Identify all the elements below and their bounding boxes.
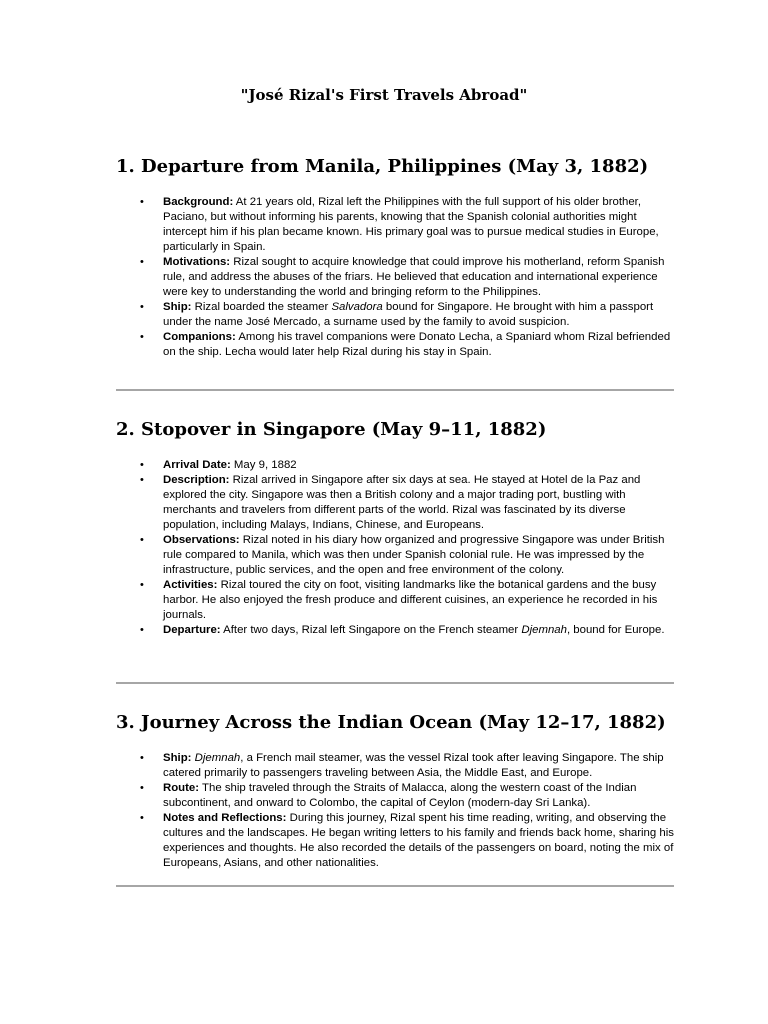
list-item: • Departure: After two days, Rizal left Singapore on the French steamer Djemnah, bound for Europe.	[116, 623, 674, 638]
section-stopover-singapore	[116, 418, 674, 638]
list-item: • Motivations: Rizal sought to acquire knowledge that could improve his motherland, reform Spanish rule, and address the abuses of the friars. He believed that education and international experience were key to understanding the world and bringing reform to the Philippines.	[116, 255, 674, 300]
section-indian-ocean	[116, 711, 674, 871]
list-item: • Notes and Reflections: During this journey, Rizal spent his time reading, writing, and observing the cultures and the landscapes. He began writing letters to his family and friends back home, sharing his experiences and thoughts. He also recorded the details of the passengers on board, noting the mix of Europeans, Asians, and other nationalities.	[116, 811, 674, 871]
section-departure-manila	[116, 155, 674, 360]
section-divider	[116, 389, 674, 391]
section-heading: 2. Stopover in Singapore (May 9–11, 1882)	[116, 419, 547, 440]
section-heading: 3. Journey Across the Indian Ocean (May 12–17, 1882)	[116, 712, 666, 733]
bullet-list	[116, 195, 674, 360]
section-divider	[116, 682, 674, 684]
list-item: • Observations: Rizal noted in his diary how organized and progressive Singapore was under British rule compared to Manila, which was then under Spanish colonial rule. He was impressed by the infrastructure, public services, and the open and free environment of the colony.	[116, 533, 674, 578]
list-item: • Ship: Rizal boarded the steamer Salvadora bound for Singapore. He brought with him a passport under the name José Mercado, a surname used by the family to avoid suspicion.	[116, 300, 674, 330]
section-heading: 1. Departure from Manila, Philippines (May 3, 1882)	[116, 156, 649, 177]
list-item: • Background: At 21 years old, Rizal left the Philippines with the full support of his older brother, Paciano, but without informing his parents, knowing that the Spanish colonial authorities might intercept him if his plan became known. His primary goal was to pursue medical studies in Europe, particularly in Spain.	[116, 195, 674, 255]
bullet-list	[116, 751, 674, 871]
bullet-list	[116, 458, 674, 638]
list-item: • Activities: Rizal toured the city on foot, visiting landmarks like the botanical gardens and the busy harbor. He also enjoyed the fresh produce and different cuisines, an experience he recorded in his journals.	[116, 578, 674, 623]
list-item: • Route: The ship traveled through the Straits of Malacca, along the western coast of the Indian subcontinent, and onward to Colombo, the capital of Ceylon (modern-day Sri Lanka).	[116, 781, 674, 811]
section-divider	[116, 885, 674, 887]
list-item: • Ship: Djemnah, a French mail steamer, was the vessel Rizal took after leaving Singapore. The ship catered primarily to passengers traveling between Asia, the Middle East, and Europe.	[116, 751, 674, 781]
list-item: • Companions: Among his travel companions were Donato Lecha, a Spaniard whom Rizal befriended on the ship. Lecha would later help Rizal during his stay in Spain.	[116, 330, 674, 360]
document-title: "José Rizal's First Travels Abroad"	[240, 86, 528, 104]
list-item: • Description: Rizal arrived in Singapore after six days at sea. He stayed at Hotel de la Paz and explored the city. Singapore was then a British colony and a major trading port, bustling with merchants and travelers from different parts of the world. Rizal was fascinated by its diverse population, including Malays, Indians, Chinese, and Europeans.	[116, 473, 674, 533]
list-item: • Arrival Date: May 9, 1882	[116, 458, 674, 473]
